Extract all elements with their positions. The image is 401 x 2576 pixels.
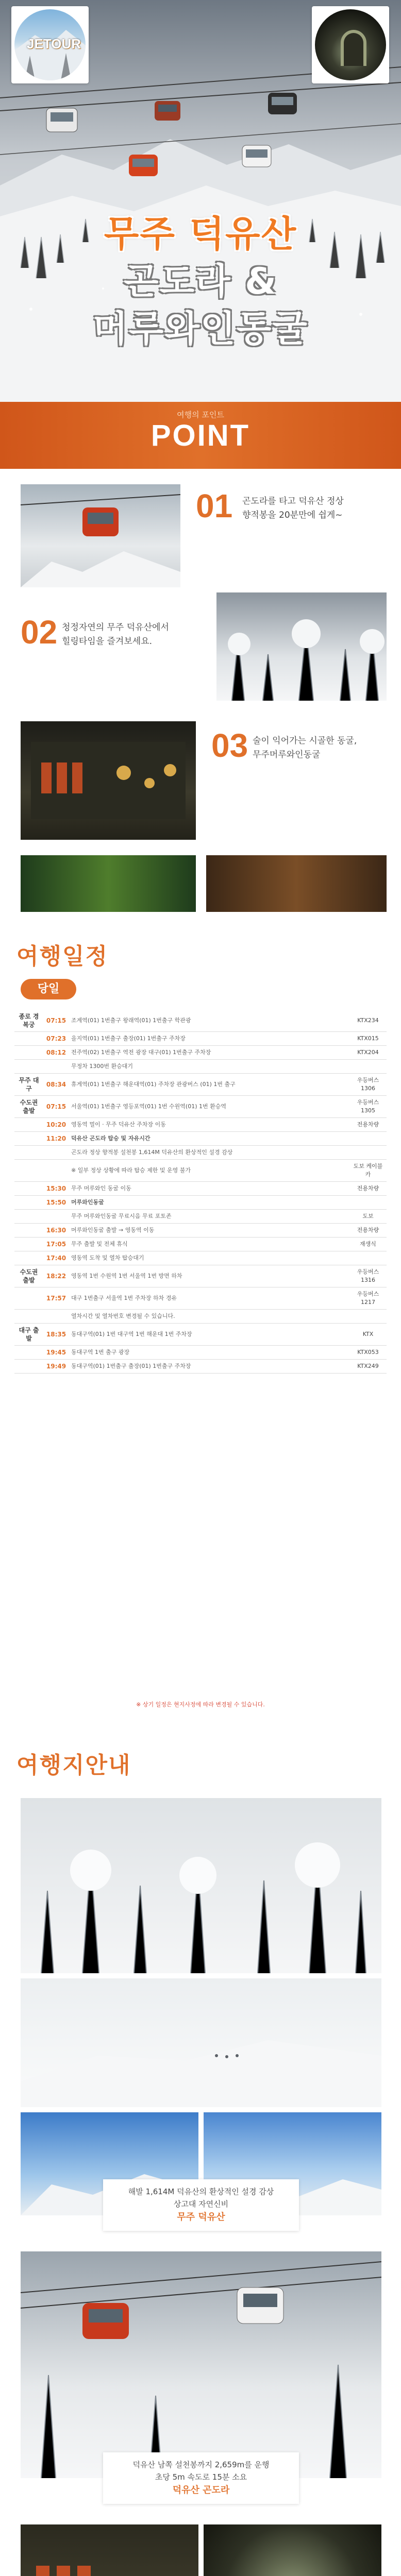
schedule-transport: KTX249 <box>349 1360 387 1374</box>
schedule-desc: 조계역(01) 1번출구 왕래역(01) 1번출구 학관광 <box>69 1010 349 1032</box>
schedule-row <box>14 1265 387 1287</box>
schedule-place <box>14 1118 43 1132</box>
schedule-row <box>14 1238 387 1251</box>
schedule-row <box>14 1160 387 1182</box>
point-number-2: 02 <box>21 614 58 651</box>
point-photo-barrels <box>206 855 387 912</box>
schedule-transport <box>349 1146 387 1160</box>
schedule-transport <box>349 1060 387 1074</box>
schedule-place <box>14 1210 43 1224</box>
schedule-time: 08:34 <box>43 1074 69 1096</box>
schedule-time: 17:05 <box>43 1238 69 1251</box>
schedule-transport: 우등버스 1217 <box>349 1287 387 1310</box>
schedule-place: 종로 경복궁 <box>14 1010 43 1032</box>
logo-text: JETOUR <box>27 36 81 52</box>
guide-photo-mountain-top <box>21 1798 381 1973</box>
guide-caption-1-line1: 해발 1,614M 덕유산의 환상적인 설경 감상 <box>128 2187 274 2196</box>
schedule-desc: 머루와인동굴 출발 → 영동역 이동 <box>69 1224 349 1238</box>
schedule-time: 18:35 <box>43 1324 69 1346</box>
guide-title: 여행지안내 <box>16 1752 131 1778</box>
point-text-1-line2: 향적봉을 20분만에 쉽게~ <box>242 510 343 520</box>
schedule-desc: 동대구역(01) 1번출구 출장(01) 1번출구 주차장 <box>69 1360 349 1374</box>
schedule-row <box>14 1324 387 1346</box>
point-text-3-line2: 무주머루와인동굴 <box>253 750 321 760</box>
schedule-time: 08:12 <box>43 1046 69 1060</box>
point-photo-gondola <box>21 484 180 587</box>
schedule-row <box>14 1360 387 1374</box>
point-text-2-line1: 청정자연의 무주 덕유산에서 <box>62 622 169 633</box>
point-number-3: 03 <box>211 727 248 764</box>
schedule-desc: 무정차 1300번 환승대기 <box>69 1060 349 1074</box>
schedule-desc: 덕유산 곤도라 탑승 및 자유시간 <box>69 1132 349 1146</box>
schedule-time: 19:49 <box>43 1360 69 1374</box>
schedule-row <box>14 1074 387 1096</box>
point-text-1 <box>242 495 344 522</box>
schedule-desc: 무주 머루와인동굴 무료시음 무료 포토존 <box>69 1210 349 1224</box>
schedule-place: 수도권 출발 <box>14 1096 43 1118</box>
schedule-place <box>14 1346 43 1360</box>
point-number-1: 01 <box>196 487 233 524</box>
schedule-time: 16:30 <box>43 1224 69 1238</box>
schedule-time <box>43 1310 69 1324</box>
schedule-row <box>14 1196 387 1210</box>
schedule-transport <box>349 1196 387 1210</box>
schedule-transport: KTX053 <box>349 1346 387 1360</box>
point-text-2-line2: 힐링타임을 즐겨보세요. <box>62 636 153 647</box>
schedule-time <box>43 1060 69 1074</box>
schedule-place <box>14 1182 43 1196</box>
schedule-desc: 동대구역(01) 1번 대구역 1번 해운대 1번 주차장 <box>69 1324 349 1346</box>
day-badge: 당일 <box>21 979 76 999</box>
schedule-place <box>14 1224 43 1238</box>
schedule-row <box>14 1132 387 1146</box>
schedule-transport: 도보 케이블카 <box>349 1160 387 1182</box>
guide-photo-gondola <box>21 2251 381 2478</box>
schedule-row <box>14 1224 387 1238</box>
schedule-time: 15:30 <box>43 1182 69 1196</box>
schedule-transport: 도보 <box>349 1210 387 1224</box>
schedule-row <box>14 1032 387 1046</box>
schedule-row <box>14 1210 387 1224</box>
guide-caption-2-line2: 초당 5m 속도로 15분 소요 <box>155 2472 247 2482</box>
schedule-time: 07:15 <box>43 1096 69 1118</box>
schedule-row <box>14 1346 387 1360</box>
point-photo-green-wine-cave <box>21 855 196 912</box>
schedule-row <box>14 1010 387 1032</box>
hero-title-line1: 무주 덕유산 <box>104 213 297 255</box>
schedule-place <box>14 1287 43 1310</box>
schedule-transport: 우등버스 1316 <box>349 1265 387 1287</box>
schedule-title: 여행일정 <box>16 943 109 970</box>
schedule-desc: 영동역 1번 수원역 1번 서울역 1번 방면 하차 <box>69 1265 349 1287</box>
schedule-row <box>14 1096 387 1118</box>
schedule-transport: 전용차량 <box>349 1182 387 1196</box>
schedule-desc: 을지역(01) 1번출구 출장(01) 1번출구 주차장 <box>69 1032 349 1046</box>
schedule-desc: 전주역(02) 1번출구 역전 광장 대구(01) 1번출구 주차장 <box>69 1046 349 1060</box>
schedule-desc: 서울역(01) 1번출구 영등포역(01) 1번 수원역(01) 1번 환승역 <box>69 1096 349 1118</box>
schedule-time: 10:20 <box>43 1118 69 1132</box>
guide-photo-snow-ridge <box>21 1978 381 2107</box>
schedule-time: 19:45 <box>43 1346 69 1360</box>
brand-logo[interactable] <box>11 6 89 83</box>
schedule-table <box>14 1010 387 1374</box>
point-text-2 <box>62 621 169 649</box>
guide-section <box>0 1736 401 2576</box>
schedule-desc: 대구 1번출구 서울역 1번 주차장 하차 경유 <box>69 1287 349 1310</box>
hero-title-line3: 머루와인동굴 <box>93 308 308 350</box>
schedule-row <box>14 1182 387 1196</box>
point-header <box>0 402 401 469</box>
schedule-row <box>14 1046 387 1060</box>
schedule-place <box>14 1360 43 1374</box>
schedule-desc: 영동역 도착 및 열차 탑승대기 <box>69 1251 349 1265</box>
schedule-section <box>0 922 401 1736</box>
wine-cave-thumbnail <box>312 6 389 83</box>
schedule-time <box>43 1210 69 1224</box>
schedule-place: 무주 대구 <box>14 1074 43 1096</box>
schedule-transport: 재생식 <box>349 1238 387 1251</box>
guide-caption-1 <box>103 2179 299 2231</box>
schedule-transport: 우등버스 1305 <box>349 1096 387 1118</box>
point-text-1-line1: 곤도라를 타고 덕유산 정상 <box>242 496 344 506</box>
schedule-place <box>14 1132 43 1146</box>
schedule-transport: 전용차량 <box>349 1118 387 1132</box>
point-subtitle: 여행의 포인트 <box>177 410 224 419</box>
point-photo-wine-cave <box>21 721 196 840</box>
guide-caption-1-line2: 상고대 자연신비 <box>173 2199 229 2209</box>
schedule-transport: KTX204 <box>349 1046 387 1060</box>
schedule-row <box>14 1251 387 1265</box>
guide-photo-cave-tunnel <box>204 2524 381 2576</box>
guide-caption-2 <box>103 2452 299 2504</box>
schedule-transport: KTX234 <box>349 1010 387 1032</box>
schedule-time <box>43 1146 69 1160</box>
point-photo-snow-trees <box>216 592 387 701</box>
schedule-time: 17:57 <box>43 1287 69 1310</box>
schedule-time: 07:23 <box>43 1032 69 1046</box>
schedule-transport <box>349 1310 387 1324</box>
hero-title-line2: 곤도라 & <box>123 260 278 302</box>
point-title: POINT <box>151 419 250 452</box>
schedule-place <box>14 1060 43 1074</box>
schedule-desc: 동대구역 1번 출구 광장 <box>69 1346 349 1360</box>
guide-caption-2-name: 덕유산 곤도라 <box>172 2485 230 2496</box>
schedule-transport <box>349 1132 387 1146</box>
schedule-row <box>14 1310 387 1324</box>
schedule-place <box>14 1196 43 1210</box>
point-section <box>0 402 401 922</box>
guide-photo-cave-shelf <box>21 2524 198 2576</box>
schedule-place: 대구 출발 <box>14 1324 43 1346</box>
schedule-transport <box>349 1251 387 1265</box>
schedule-place <box>14 1160 43 1182</box>
schedule-row <box>14 1146 387 1160</box>
guide-caption-1-name: 무주 덕유산 <box>177 2212 225 2223</box>
schedule-row <box>14 1060 387 1074</box>
schedule-place <box>14 1146 43 1160</box>
schedule-desc: 휴게역(01) 1번출구 해운대역(01) 주차장 관광버스 (01) 1번 출구 <box>69 1074 349 1096</box>
schedule-transport: 전용차량 <box>349 1224 387 1238</box>
schedule-time: 18:22 <box>43 1265 69 1287</box>
schedule-time: 07:15 <box>43 1010 69 1032</box>
schedule-place <box>14 1310 43 1324</box>
schedule-transport: KTX015 <box>349 1032 387 1046</box>
schedule-time: 15:50 <box>43 1196 69 1210</box>
schedule-place <box>14 1238 43 1251</box>
schedule-time: 17:40 <box>43 1251 69 1265</box>
guide-caption-2-line1: 덕유산 남쪽 설천봉까지 2,659m를 운행 <box>132 2460 270 2469</box>
point-text-3-line1: 술이 익어가는 시골한 동굴, <box>253 736 357 746</box>
schedule-place: 수도권 출발 <box>14 1265 43 1287</box>
schedule-place <box>14 1046 43 1060</box>
schedule-desc: 무주 출발 및 전체 휴식 <box>69 1238 349 1251</box>
point-text-3 <box>253 734 357 762</box>
schedule-desc: 머루와인동굴 <box>69 1196 349 1210</box>
schedule-transport: KTX <box>349 1324 387 1346</box>
schedule-time: 11:20 <box>43 1132 69 1146</box>
schedule-row <box>14 1287 387 1310</box>
schedule-desc: ※ 일부 정상 상황에 따라 탑승 제한 및 운영 불가 <box>69 1160 349 1182</box>
schedule-desc: 곤도라 정상 향적봉 설천봉 1,614M 덕유산의 환상적인 설경 감상 <box>69 1146 349 1160</box>
schedule-row <box>14 1118 387 1132</box>
schedule-time <box>43 1160 69 1182</box>
schedule-desc: 열차시간 및 열차번호 변경될 수 있습니다. <box>69 1310 349 1324</box>
schedule-desc: 무주 머루와인 동굴 이동 <box>69 1182 349 1196</box>
schedule-transport: 우등버스 1306 <box>349 1074 387 1096</box>
schedule-note: ※ 상기 일정은 현지사정에 따라 변경될 수 있습니다. <box>136 1701 265 1708</box>
hero-section <box>0 0 401 402</box>
schedule-desc: 영동역 멀이 · 무주 덕유산 주차장 이동 <box>69 1118 349 1132</box>
schedule-place <box>14 1251 43 1265</box>
schedule-place <box>14 1032 43 1046</box>
